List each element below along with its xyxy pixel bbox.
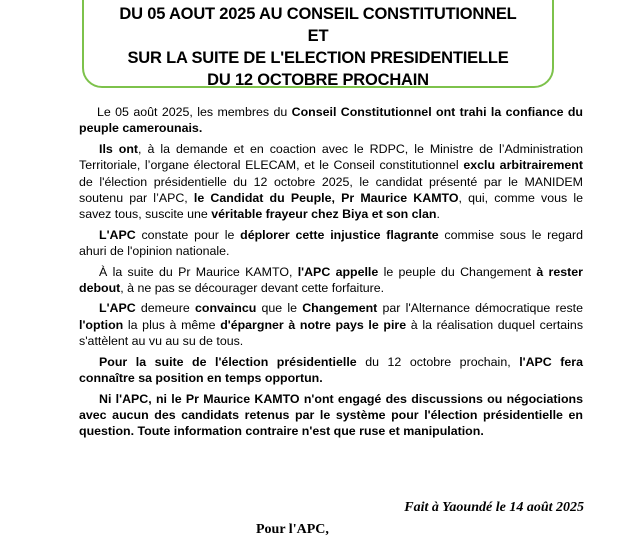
p5-text-h: la plus à même: [123, 317, 221, 332]
paragraph-3: [79, 227, 583, 260]
header-box: [82, 0, 554, 88]
p5-text-j: à la réalisation duquel certains s'attèlent au vu au su de tous.: [79, 317, 584, 349]
paragraph-5: [79, 300, 583, 349]
header-line-1: DU 05 AOUT 2025 AU CONSEIL CONSTITUTIONNEL: [119, 5, 517, 23]
p2-text-f: , qui, comme vous le savez tous, suscite une: [79, 191, 583, 222]
p4-text-e: , à ne pas se décourager devant cette forfaiture.: [120, 281, 385, 296]
paragraph-1: [79, 104, 583, 137]
p5-bold-c: convaincu: [195, 301, 257, 316]
p6-bold-c: l'APC fera connaître sa position en temps opportun.: [79, 354, 583, 386]
p4-bold-d: à rester debout: [79, 264, 583, 296]
paragraph-6: [79, 354, 583, 387]
p5-bold-g: l'option: [79, 317, 124, 332]
p4-text-c: le peuple du Changement: [378, 264, 537, 279]
header-line-2: ET: [307, 27, 329, 45]
p2-text-h: .: [436, 207, 440, 222]
p1-bold: Conseil Constitutionnel ont trahi la confiance du peuple camerounais.: [79, 105, 583, 136]
p2-bold-e: le Candidat du Peuple, Pr Maurice KAMTO: [193, 191, 459, 206]
p5-bold-e: Changement: [302, 301, 378, 316]
header-line-3: SUR LA SUITE DE L'ELECTION PRESIDENTIELLE: [127, 49, 509, 67]
paragraph-7: [79, 391, 583, 440]
p6-bold-a: Pour la suite de l'élection présidentielle: [99, 354, 357, 369]
p5-text-d: que le: [256, 301, 303, 316]
p6-text-b: du 12 octobre prochain,: [356, 354, 520, 369]
p3-text-d: commise sous le regard ahuri de l'opinion nationale.: [79, 227, 583, 259]
p4-text-a: À la suite du Pr Maurice KAMTO,: [99, 264, 298, 279]
p7-bold: Ni l'APC, ni le Pr Maurice KAMTO n'ont engagé des discussions ou négociations avec aucun des candidats retenus par le système pour l'élection présidentielle en question. Toute information contraire n'est que ruse et manipulation.: [79, 391, 583, 439]
p5-bold-i: d'épargner à notre pays le pire: [220, 317, 407, 332]
signoff: Fait à Yaoundé le 14 août 2025: [404, 500, 584, 515]
body-text: [79, 104, 583, 444]
p5-text-f: par l'Alternance démocratique reste: [377, 301, 583, 316]
p1-text: Le 05 août 2025, les membres du: [97, 105, 292, 119]
p2-bold-g: véritable frayeur chez Biya et son clan: [211, 207, 437, 222]
pour-apc: Pour l'APC,: [256, 522, 329, 537]
p2-bold-a: Ils ont: [99, 141, 139, 156]
p3-text-b: constate pour le: [135, 227, 241, 242]
p2-text-b: , à la demande et en coaction avec le RDPC, le Ministre de l’Administration Territoriale, l’organe électoral ELECAM, et le Conseil constitutionnel: [79, 141, 583, 173]
p3-bold-c: déplorer cette injustice flagrante: [240, 227, 439, 242]
p2-text-d: de l'élection présidentielle du 12 octobre 2025, le candidat présenté par le MANIDEM soutenu par l’APC,: [79, 174, 583, 206]
p5-text-b: demeure: [135, 301, 195, 316]
p4-bold-b: l'APC appelle: [297, 264, 379, 279]
p3-bold-a: L'APC: [99, 227, 136, 242]
p5-bold-a: L'APC: [99, 301, 136, 316]
paragraph-2: [79, 141, 583, 223]
header-line-4: DU 12 OCTOBRE PROCHAIN: [207, 71, 429, 89]
paragraph-4: [79, 264, 583, 297]
p2-bold-c: exclu arbitrairement: [463, 158, 584, 173]
